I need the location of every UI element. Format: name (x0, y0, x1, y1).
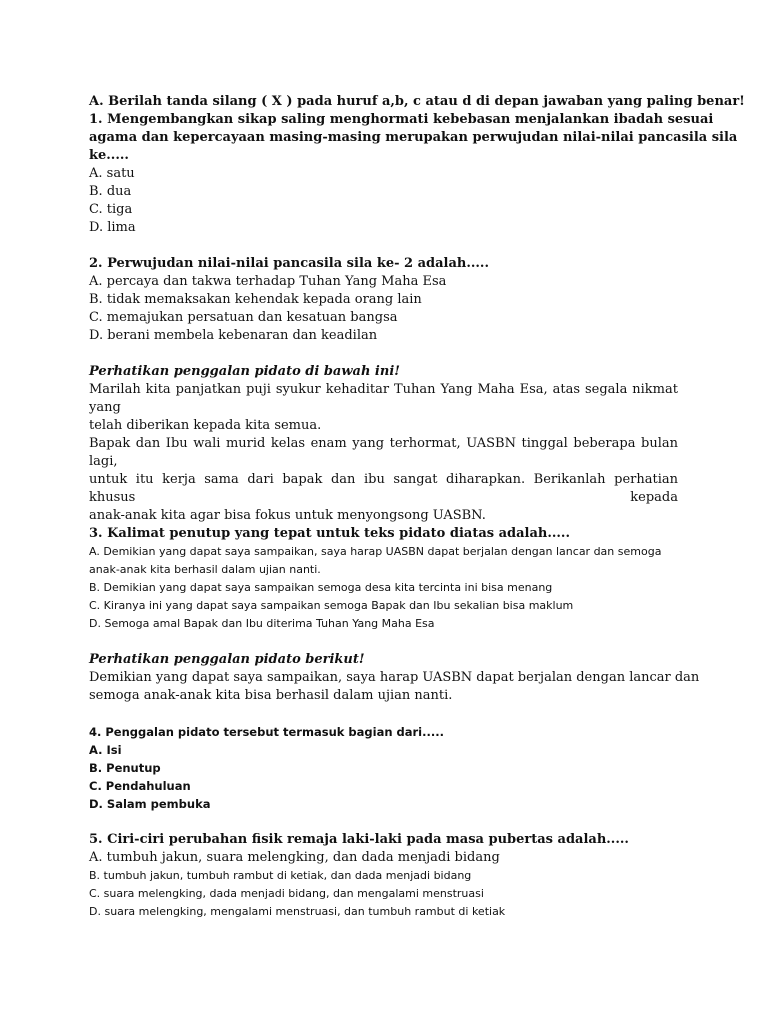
section-instruction: A. Berilah tanda silang ( X ) pada huruf a,b, c atau d di depan jawaban yang paling benar! (89, 94, 745, 109)
question-5-text: 5. Ciri-ciri perubahan fisik remaja laki-laki pada masa pubertas adalah..... (89, 832, 629, 847)
speech-passage-1 (89, 363, 689, 525)
question-3-text: 3. Kalimat penutup yang tepat untuk teks pidato diatas adalah..... (89, 526, 570, 541)
question-4-text: 4. Penggalan pidato tersebut termasuk bagian dari..... (89, 725, 444, 739)
question-3-option-d: D. Semoga amal Bapak dan Ibu diterima Tuhan Yang Maha Esa (89, 617, 435, 630)
question-4-option-b: B. Penutup (89, 761, 161, 775)
question-2-option-a: A. percaya dan takwa terhadap Tuhan Yang Maha Esa (89, 274, 447, 289)
question-1-text-line-1: 1. Mengembangkan sikap saling menghormati kebebasan menjalankan ibadah sesuai (89, 112, 714, 127)
question-3-option-a-line-2: anak-anak kita berhasil dalam ujian nanti. (89, 563, 321, 576)
passage-1-line-3: Bapak dan Ibu wali murid kelas enam yang terhormat, UASBN tinggal beberapa bulan lagi, (89, 436, 678, 469)
question-1-text-line-3: ke..... (89, 148, 129, 163)
passage-1-line-2: telah diberikan kepada kita semua. (89, 418, 322, 433)
question-2 (89, 255, 689, 345)
question-2-option-b: B. tidak memaksakan kehendak kepada orang lain (89, 292, 422, 307)
question-3-option-b: B. Demikian yang dapat saya sampaikan semoga desa kita tercinta ini bisa menang (89, 581, 553, 594)
question-4 (89, 723, 689, 813)
speech-passage-2 (89, 651, 700, 705)
passage-1-line-5: anak-anak kita agar bisa fokus untuk menyongsong UASBN. (89, 508, 486, 523)
question-4-option-d: D. Salam pembuka (89, 797, 211, 811)
question-1-option-b: B. dua (89, 184, 132, 199)
question-2-option-c: C. memajukan persatuan dan kesatuan bangsa (89, 310, 398, 325)
question-1-text-line-2: agama dan kepercayaan masing-masing merupakan perwujudan nilai-nilai pancasila sila (89, 130, 738, 145)
question-2-option-d: D. berani membela kebenaran dan keadilan (89, 328, 378, 343)
question-5-option-d: D. suara melengking, mengalami menstruasi, dan tumbuh rambut di ketiak (89, 905, 506, 918)
passage-2-line-1: Demikian yang dapat saya sampaikan, saya harap UASBN dapat berjalan dengan lancar dan (89, 670, 700, 685)
question-5-option-b: B. tumbuh jakun, tumbuh rambut di ketiak, dan dada menjadi bidang (89, 869, 472, 882)
passage-1-line-4: untuk itu kerja sama dari bapak dan ibu sangat diharapkan. Berikanlah perhatian khusus kepada (89, 472, 678, 505)
question-1-option-d: D. lima (89, 220, 136, 235)
question-5-option-c: C. suara melengking, dada menjadi bidang, dan mengalami menstruasi (89, 887, 484, 900)
question-3 (89, 525, 689, 633)
question-1 (89, 111, 738, 237)
question-3-option-a-line-1: A. Demikian yang dapat saya sampaikan, saya harap UASBN dapat berjalan dengan lancar dan semoga (89, 545, 662, 558)
question-2-text: 2. Perwujudan nilai-nilai pancasila sila ke- 2 adalah..... (89, 256, 489, 271)
passage-2-line-2: semoga anak-anak kita bisa berhasil dalam ujian nanti. (89, 688, 453, 703)
question-5 (89, 831, 689, 921)
question-4-option-c: C. Pendahuluan (89, 779, 191, 793)
question-1-option-a: A. satu (89, 166, 135, 181)
question-4-option-a: A. Isi (89, 743, 122, 757)
question-1-option-c: C. tiga (89, 202, 133, 217)
passage-1-line-1: Marilah kita panjatkan puji syukur kehaditar Tuhan Yang Maha Esa, atas segala nikmat yang (89, 382, 678, 415)
passage-2-heading: Perhatikan penggalan pidato berikut! (89, 652, 365, 667)
passage-1-heading: Perhatikan penggalan pidato di bawah ini! (89, 364, 400, 379)
worksheet-content (89, 93, 745, 921)
question-5-option-a: A. tumbuh jakun, suara melengking, dan dada menjadi bidang (89, 850, 500, 865)
question-3-option-c: C. Kiranya ini yang dapat saya sampaikan semoga Bapak dan Ibu sekalian bisa maklum (89, 599, 574, 612)
